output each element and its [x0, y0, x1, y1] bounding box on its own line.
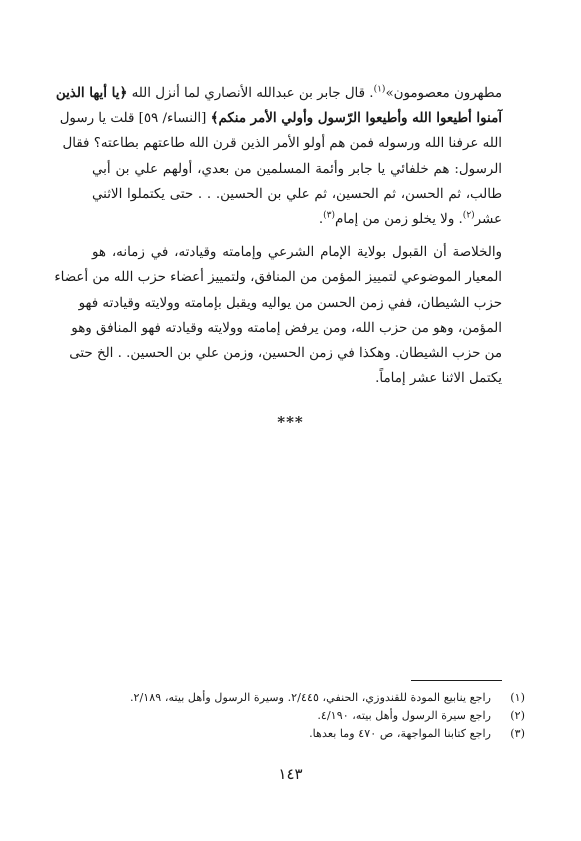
text-run: [النساء/ ٥٩] قلت يا رسول [59, 111, 211, 127]
footnote-text: راجع سيرة الرسول وأهل بيته، ٤/١٩٠. [317, 709, 491, 722]
paragraph [55, 81, 502, 232]
footnote-text: راجع كتابنا المواجهة، ص ٤٧٠ وما بعدها. [309, 727, 491, 740]
text-line [69, 341, 502, 366]
text-run: الله عرفنا الله ورسوله فمن هم أولو الأمر الذين قرن الله طاعتهم بطاعته؟ فقال [62, 136, 502, 152]
footnote [100, 707, 525, 725]
paragraph [54, 240, 502, 391]
footnote-rule [411, 680, 502, 681]
text-run: طالب، ثم الحسن، ثم الحسين، ثم علي بن الحسين. . . حتى يكتملوا الاثني [92, 186, 502, 202]
text-run: حزب الشيطان، ففي زمن الحسن من يواليه ويقبل بإمامته وولايته وقيادته فهو [78, 295, 502, 311]
text-line [55, 81, 502, 106]
footnote-number: (٣) [510, 727, 525, 740]
footnote-ref: (٢) [462, 210, 475, 221]
text-line [92, 157, 502, 182]
footnote-number: (١) [510, 691, 525, 704]
text-run: عشر [474, 212, 502, 228]
footnote [100, 725, 525, 743]
text-line [62, 131, 502, 156]
footnote-ref: (١) [373, 84, 386, 95]
text-run: المؤمن، وهو من حزب الله، ومن يرفض إمامته وولايته وقيادته فهو المنافق وهو [71, 320, 502, 336]
body-text [54, 81, 502, 391]
text-line [92, 240, 502, 265]
text-run: مطهرون معصومون» [385, 86, 502, 101]
text-line [71, 316, 502, 341]
text-run: من حزب الشيطان. وهكذا في زمن الحسين، وزمن علي بن الحسين. . الخ حتى [69, 346, 502, 362]
footnote-text: راجع ينابيع المودة للقندوزي، الحنفي، ٢/٤٤٥. وسيرة الرسول وأهل بيته، ٢/١٨٩. [129, 691, 491, 704]
text-run: المعيار الموضوعي لتمييز المؤمن من المنافق، ولتمييز أعضاء حزب الله من أعضاء [54, 270, 502, 286]
text-run: . ولا يخلو زمن من إمام [334, 212, 463, 228]
quran-quote: ﴿يا أيها الذين [55, 85, 128, 101]
text-run: والخلاصة أن القبول بولاية الإمام الشرعي وإمامته وقيادته، في زمانه، هو [92, 245, 502, 261]
text-line [92, 366, 502, 391]
footnote-ref: (٣) [323, 210, 335, 221]
text-line [78, 291, 502, 316]
footnotes [100, 689, 525, 743]
text-line [92, 182, 502, 207]
quran-quote: آمنوا أطيعوا الله وأطيعوا الرّسول وأولي الأمر منكم﴾ [210, 110, 502, 127]
text-run: يكتمل الاثنا عشر إماماً. [375, 371, 502, 387]
footnote-number: (٢) [510, 709, 525, 722]
text-run: . قال جابر بن عبدالله الأنصاري لما أنزل الله [127, 86, 374, 101]
section-separator: *** [277, 413, 304, 431]
text-run: . [318, 212, 324, 228]
text-line [59, 106, 502, 131]
text-line [54, 265, 502, 290]
text-line [92, 207, 502, 232]
text-run: الرسول: هم خلفائي يا جابر وأئمة المسلمين من بعدي، أولهم علي بن أبي [92, 161, 502, 177]
footnote [100, 689, 525, 707]
page-number: ١٤٣ [278, 765, 303, 783]
